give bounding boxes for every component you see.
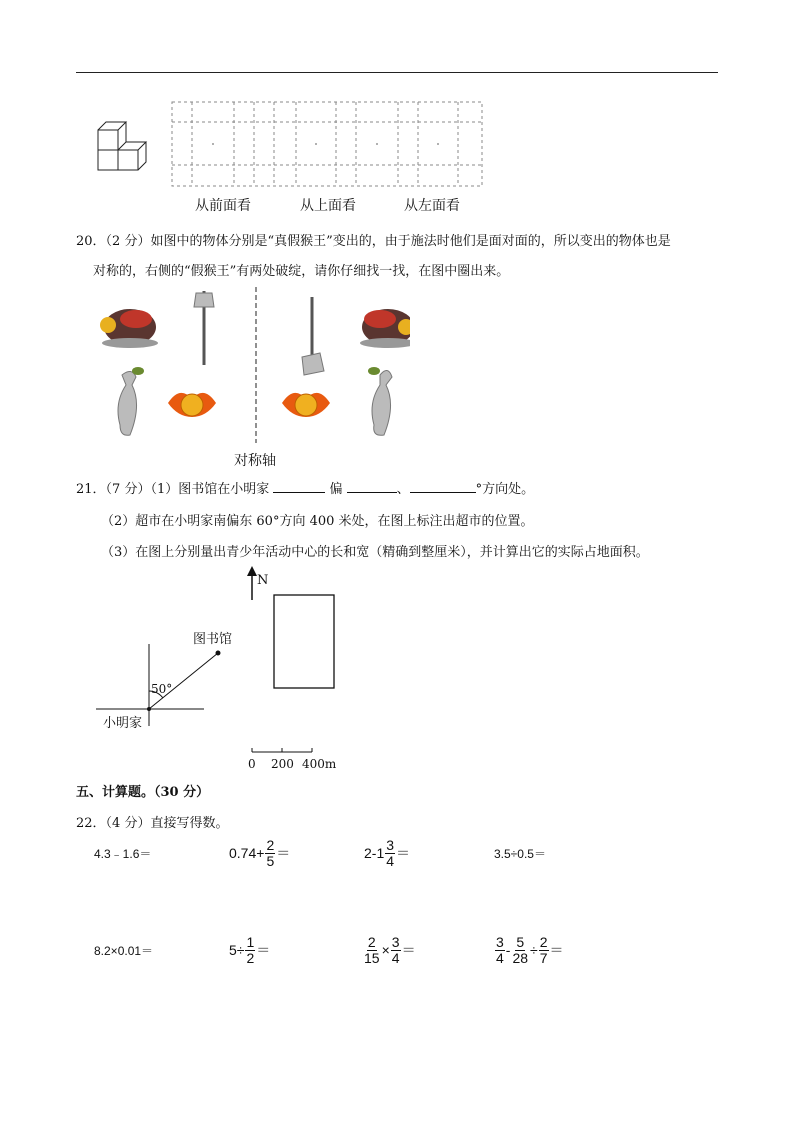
q21-part1-prefix: 21．（7 分）（1）图书馆在小明家 bbox=[76, 482, 270, 497]
left-vase-icon bbox=[118, 367, 144, 435]
view-label-top: 从上面看 bbox=[300, 198, 356, 214]
expr-2: 0.74+ $\frac{2}{5}$ ＝ bbox=[229, 837, 291, 869]
cube-stack bbox=[98, 122, 146, 170]
q21-part1 bbox=[76, 478, 534, 497]
left-fire-icon bbox=[168, 393, 216, 417]
north-arrow-icon bbox=[247, 566, 257, 576]
north-label: N bbox=[257, 573, 269, 588]
scale-label-200: 200 bbox=[271, 757, 294, 771]
symmetry-axis-label: 对称轴 bbox=[234, 453, 276, 469]
scale-label-400m: 400m bbox=[302, 757, 337, 771]
right-fire-icon bbox=[282, 393, 330, 417]
view-label-front: 从前面看 bbox=[195, 198, 251, 214]
expr-5: 8.2×0.01＝ bbox=[94, 944, 154, 958]
fraction: $\frac{1}{2}$ bbox=[246, 934, 255, 966]
fraction: $\frac{3}{4}$ bbox=[386, 837, 395, 869]
answer-blank-2[interactable] bbox=[347, 480, 397, 493]
expr-4: 3.5÷0.5＝ bbox=[494, 847, 546, 861]
view-label-left: 从左面看 bbox=[404, 198, 460, 214]
expr-7: $\frac{2}{15}$ × $\frac{3}{4}$ ＝ bbox=[364, 934, 416, 966]
fraction: $\frac{2}{7}$ bbox=[539, 934, 548, 966]
expr-1: 4.3﹣1.6＝ bbox=[94, 847, 152, 861]
q21-part1-p: 偏 bbox=[329, 482, 343, 497]
left-bug-icon bbox=[100, 309, 158, 348]
left-staff-icon bbox=[194, 291, 214, 365]
q21-part2: （2）超市在小明家南偏东 60°方向 400 米处，在图上标注出超市的位置。 bbox=[101, 514, 534, 529]
right-bug-icon bbox=[360, 309, 410, 348]
q20-figure bbox=[90, 285, 410, 445]
section-5-title: 五、计算题。（30 分） bbox=[76, 785, 210, 800]
right-staff-icon bbox=[302, 297, 324, 375]
fraction: $\frac{3}{4}$ bbox=[496, 934, 504, 966]
q20-text-line2: 对称的，右侧的“假猴王”有两处破绽，请你仔细找一找，在图中圈出来。 bbox=[93, 264, 510, 279]
fraction: $\frac{2}{15}$ bbox=[364, 934, 380, 966]
right-vase-icon bbox=[368, 367, 392, 435]
view-grids bbox=[172, 102, 482, 186]
answer-blank-3[interactable] bbox=[410, 480, 476, 493]
fraction: $\frac{3}{4}$ bbox=[391, 934, 400, 966]
grid-dots bbox=[212, 143, 439, 145]
home-point bbox=[147, 707, 151, 711]
library-label: 图书馆 bbox=[193, 632, 233, 647]
fraction: $\frac{5}{28}$ bbox=[512, 934, 529, 966]
scale-label-0: 0 bbox=[248, 757, 256, 771]
q22-text: 22．（4 分）直接写得数。 bbox=[76, 816, 229, 831]
q21-map bbox=[90, 564, 360, 774]
expr-6: 5÷ $\frac{1}{2}$ ＝ bbox=[229, 934, 271, 966]
expr-3: 2-1 $\frac{3}{4}$ ＝ bbox=[364, 837, 411, 869]
angle-label: 50° bbox=[151, 682, 173, 696]
q21-part1-suffix: °方向处。 bbox=[475, 482, 535, 497]
fraction: $\frac{2}{5}$ bbox=[266, 837, 275, 869]
q20-text-line1: 20．（2 分）如图中的物体分别是“真假猴王”变出的，由于施法时他们是面对面的，所以变出的物体也是 bbox=[76, 234, 671, 249]
header-rule bbox=[76, 72, 718, 73]
activity-center-rect bbox=[274, 595, 334, 688]
expr-8: $\frac{3}{4}$ - $\frac{5}{28}$ ÷ $\frac{2}{7}$ ＝ bbox=[496, 934, 564, 966]
answer-blank-1[interactable] bbox=[273, 480, 325, 493]
q21-part3: （3）在图上分别量出青少年活动中心的长和宽（精确到整厘米），并计算出它的实际占地面积。 bbox=[101, 545, 649, 560]
library-direction-line bbox=[149, 653, 218, 709]
home-label: 小明家 bbox=[103, 716, 143, 731]
library-point bbox=[216, 651, 221, 656]
q21-part1-sep: 、 bbox=[396, 482, 410, 497]
